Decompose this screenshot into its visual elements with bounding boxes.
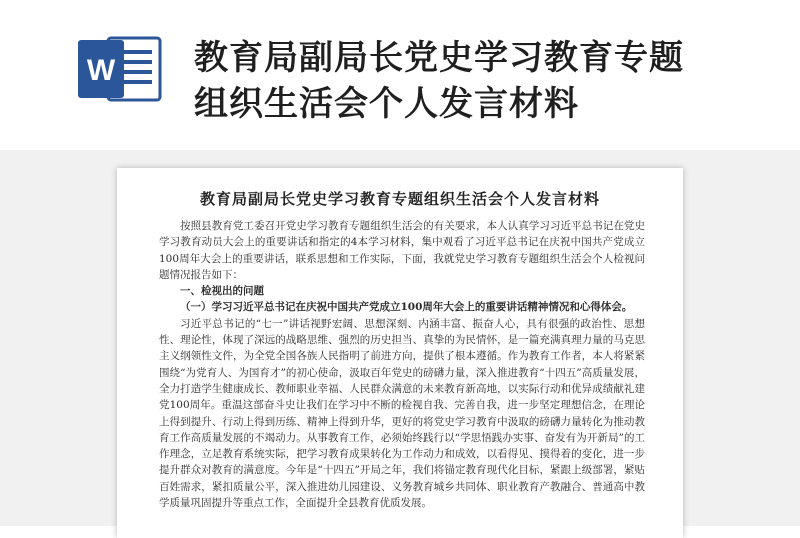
- banner-header: [0, 0, 800, 150]
- paragraph-intro: 按照县教育党工委召开党史学习教育专题组织生活会的有关要求，本人认真学习习近平总书记在党史学习教育动员大会上的重要讲话和指定的4本学习材料，集中观看了习近平总书记在庆祝中国共产党成立100周年大会上的重要讲话，联系思想和工作实际，下面，我就党史学习教育专题组织生活会个人检视问题情况报告如下：: [159, 220, 645, 281]
- banner-title-line-2: 组织生活会个人发言材料: [194, 84, 579, 124]
- section-heading: 一、检视出的问题: [180, 285, 264, 298]
- word-icon: [78, 32, 164, 106]
- document-page: [117, 168, 683, 538]
- paragraph-body: 习近平总书记的“七一”讲话视野宏阔、思想深刻、内涵丰富、振奋人心，具有很强的政治性、思想性、理论性，体现了深远的战略思维、强烈的历史担当、真挚的为民情怀，是一篇充满真理力量的马克思主义纲领性文件，为全党全国各族人民指明了前进方向，提供了根本遵循。作为教育工作者，本人将紧紧围绕“为党育人、为国育才”的初心使命，汲取百年党史的磅礴力量，深入推进教育“十四五”高质量发展，全力打造学生健康成长、教师职业幸福、人民群众满意的未来教育新高地，以实际行动和优异成绩献礼建党100周年。重温这部奋斗史让我们在学习中不断的检视自我、完善自我，进一步坚定理想信念，在理论上得到提升、行动上得到历练、精神上得到升华，更好的将党史学习教育中汲取的磅礴力量转化为推动教育工作高质量发展的不竭动力。从事教育工作，必须始终践行以“学思悟践办实事、奋发有为开新局”的工作理念，立足教育系统实际，把学习教育成果转化为工作动力和成效，以看得见、摸得着的变化，进一步提升群众对教育的满意度。今年是“十四五”开局之年，我们将锚定教育现代化目标，紧跟上级部署，紧贴百姓需求，紧扣质量公平，深入推进幼儿园建设、义务教育城乡共同体、职业教育产教融合、普通高中教学质量巩固提升等重点工作，全面提升全县教育优质发展。: [159, 317, 645, 510]
- word-icon-letter: W: [86, 54, 116, 87]
- document-title: 教育局副局长党史学习教育专题组织生活会个人发言材料: [199, 190, 600, 208]
- document-body: [159, 218, 645, 511]
- subsection-heading: （一）学习习近平总书记在庆祝中国共产党成立100周年大会上的重要讲话精神情况和心得体会。: [180, 301, 633, 314]
- banner-title-line-1: 教育局副局长党史学习教育专题: [194, 38, 684, 78]
